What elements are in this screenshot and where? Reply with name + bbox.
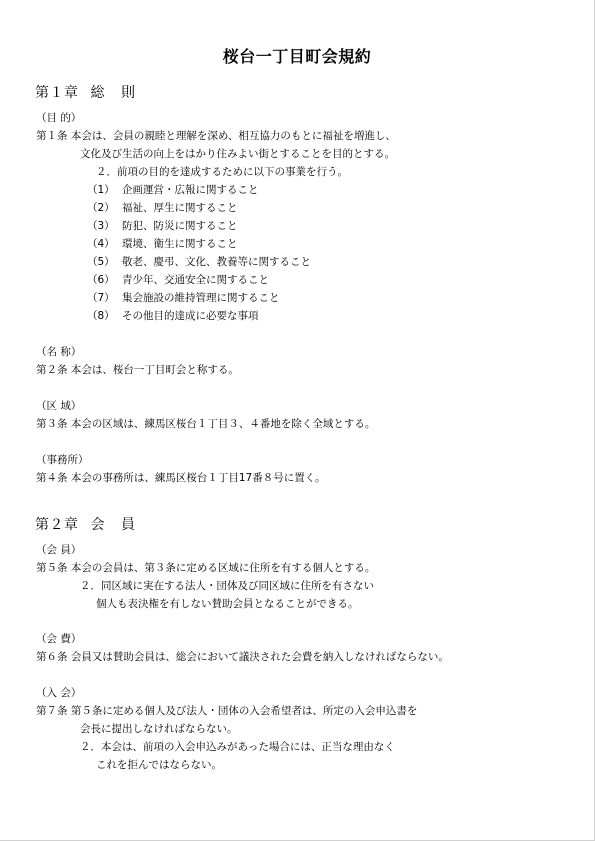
list-item-text: 企画運営・広報に関すること: [122, 184, 259, 196]
article-6: 第６条 会員又は賛助会員は、総会において議決された会費を納入しなければならない。: [36, 651, 449, 663]
section-heading-office: （事務所）: [36, 454, 89, 466]
list-item-text: 防犯、防災に関すること: [122, 220, 238, 232]
list-item-number: （4）: [87, 238, 115, 250]
section-heading-area: （区 域）: [36, 400, 82, 412]
list-item-text: その他目的達成に必要な事項: [122, 310, 259, 322]
list-item-number: （6）: [87, 274, 115, 286]
article-7-line-2: 会長に提出しなければならない。: [80, 723, 238, 735]
article-4: 第４条 本会の事務所は、練馬区桜台１丁目17番８号に置く。: [36, 472, 326, 484]
section-heading-members: （会 員）: [36, 544, 82, 556]
list-item-number: （5）: [87, 256, 115, 268]
list-item-text: 集会施設の維持管理に関すること: [122, 292, 280, 304]
list-item-text: 敬老、慶弔、文化、教養等に関すること: [122, 256, 311, 268]
chapter-name: 総 則: [90, 85, 141, 101]
article-5-paragraph-2-line-1: ２．同区域に実在する法人・団体及び同区域に住所を有さない: [80, 580, 374, 592]
document-title: 桜台一丁目町会規約: [222, 47, 372, 66]
section-heading-fee: （会 費）: [36, 633, 82, 645]
article-1-line-2: 文化及び生活の向上をはかり住みよい街とすることを目的とする。: [80, 148, 395, 160]
chapter-number: 第１章: [35, 85, 79, 101]
article-2: 第２条 本会は、桜台一丁目町会と称する。: [36, 364, 239, 376]
list-item-number: （8）: [87, 310, 115, 322]
list-item-text: 環境、衛生に関すること: [122, 238, 238, 250]
article-3: 第３条 本会の区域は、練馬区桜台１丁目３、４番地を除く全域とする。: [36, 418, 376, 430]
section-heading-purpose: （目 的）: [36, 112, 82, 124]
article-7-paragraph-2-line-2: これを拒んではならない。: [96, 759, 222, 771]
chapter-name: 会 員: [90, 517, 141, 533]
list-item-text: 青少年、交通安全に関すること: [122, 274, 269, 286]
article-5-line-1: 第５条 本会の会員は、第３条に定める区域に住所を有する個人とする。: [36, 562, 376, 574]
list-item-number: （1）: [87, 184, 115, 196]
list-item-text: 福祉、厚生に関すること: [122, 202, 238, 214]
list-item-number: （3）: [87, 220, 115, 232]
section-heading-name: （名 称）: [36, 346, 82, 358]
article-1-paragraph-2: ２．前項の目的を達成するために以下の事業を行う。: [96, 166, 348, 178]
article-7-line-1: 第７条 第５条に定める個人及び法人・団体の入会希望者は、所定の入会申込書を: [36, 705, 418, 717]
article-1-line-1: 第１条 本会は、会員の親睦と理解を深め、相互協力のもとに福祉を増進し、: [36, 130, 396, 142]
list-item-number: （2）: [87, 202, 115, 214]
chapter-1-heading: [35, 82, 141, 102]
section-heading-join: （入 会）: [36, 687, 82, 699]
chapter-number: 第２章: [35, 517, 79, 533]
list-item-number: （7）: [87, 292, 115, 304]
article-5-paragraph-2-line-2: 個人も表決権を有しない賛助会員となることができる。: [96, 598, 359, 610]
article-7-paragraph-2-line-1: ２．本会は、前項の入会申込みがあった場合には、正当な理由なく: [80, 741, 395, 753]
chapter-2-heading: [35, 514, 141, 534]
